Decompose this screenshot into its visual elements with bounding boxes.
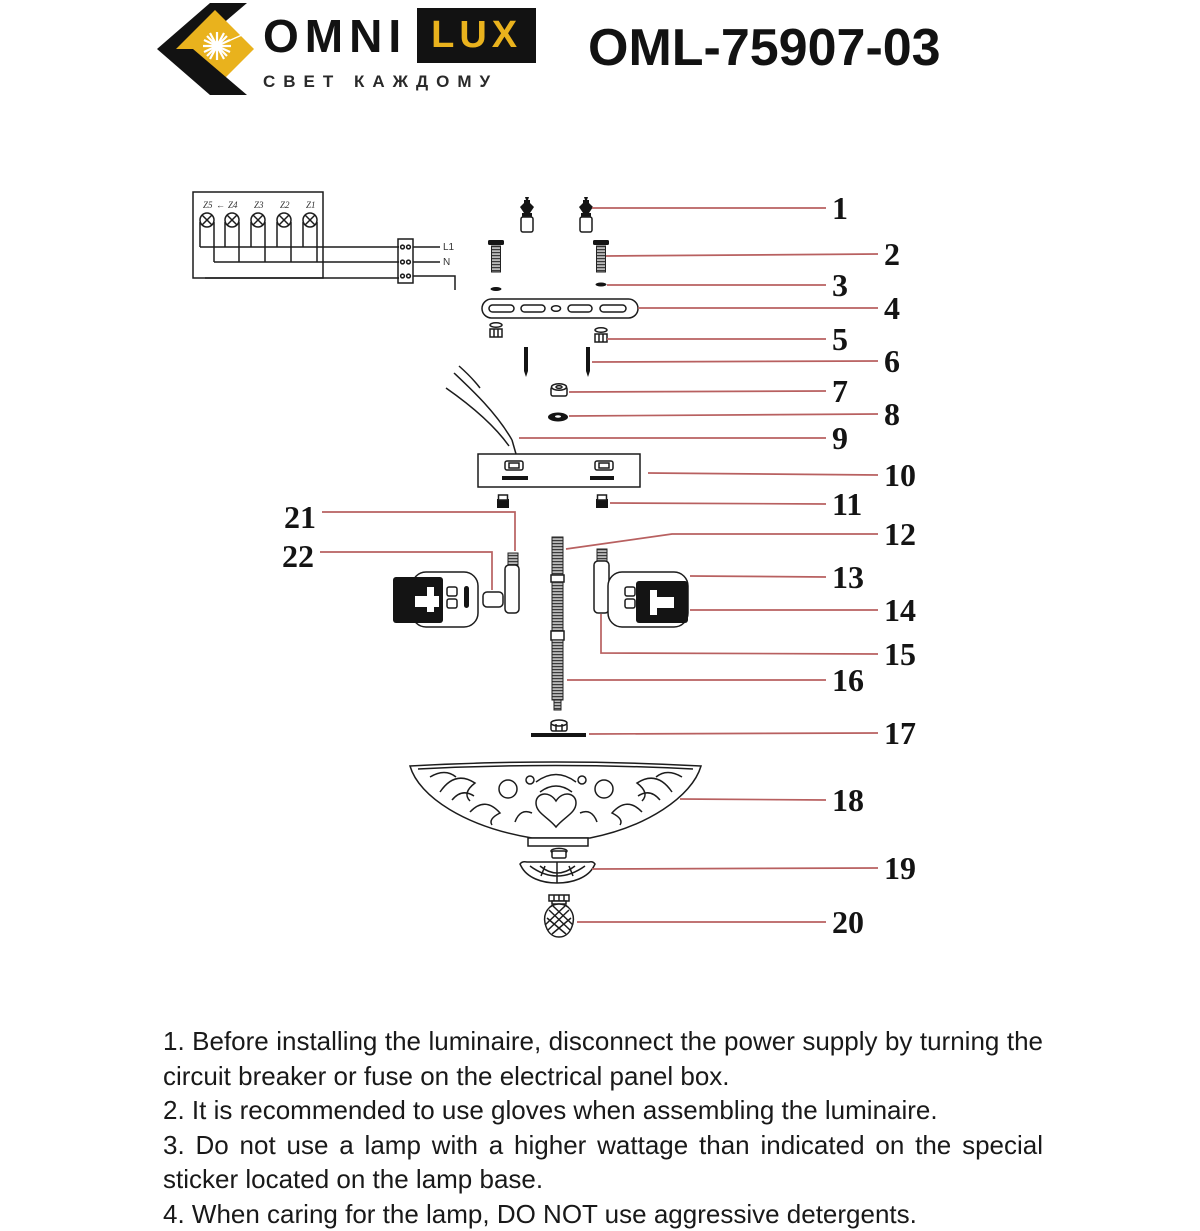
- callout-label-2: 2: [884, 236, 900, 272]
- part-threaded-pins: [524, 347, 590, 377]
- part-holder-dish: [520, 848, 595, 883]
- callout-label-17: 17: [884, 715, 916, 751]
- callout-label-3: 3: [832, 267, 848, 303]
- part-left-spacer-sleeve: [505, 553, 519, 613]
- terminal-label-n: N: [443, 257, 450, 268]
- callout-label-15: 15: [884, 636, 916, 672]
- instruction-4: 4. When caring for the lamp, DO NOT use aggressive detergents.: [163, 1197, 1043, 1231]
- lamp-label-1: Z5: [203, 200, 213, 210]
- part-right-lamp-socket: [608, 572, 688, 627]
- part-mounting-bar: [482, 299, 638, 318]
- part-washer-nut-sets: [490, 323, 607, 342]
- callout-label-7: 7: [832, 373, 848, 409]
- part-supply-wires: [446, 366, 516, 454]
- part-square-nuts: [497, 495, 608, 508]
- callout-label-6: 6: [884, 343, 900, 379]
- callout-label-1: 1: [832, 190, 848, 226]
- callout-label-19: 19: [884, 850, 916, 886]
- callout-label-9: 9: [832, 420, 848, 456]
- lamp-label-5: Z1: [306, 200, 316, 210]
- lamp-label-2: Z4: [228, 200, 238, 210]
- callout-label-16: 16: [832, 662, 864, 698]
- part-threaded-rod: [551, 537, 564, 710]
- brand-word-lux: LUX: [417, 8, 536, 63]
- part-right-spacer-sleeve: [594, 549, 609, 613]
- part-small-washers: [491, 283, 607, 292]
- part-retaining-bar: [531, 720, 586, 737]
- instruction-1: 1. Before installing the luminaire, disconnect the power supply by turning the circuit breaker or fuse on the electrical panel box.: [163, 1024, 1043, 1093]
- wiring-schematic: [193, 192, 455, 290]
- callout-label-4: 4: [884, 290, 900, 326]
- callout-label-11: 11: [832, 486, 862, 522]
- part-adapter-bush: [483, 592, 503, 607]
- instruction-3: 3. Do not use a lamp with a higher wattage than indicated on the special sticker located on the lamp base.: [163, 1128, 1043, 1197]
- part-lock-washer: [548, 413, 568, 422]
- instruction-2: 2. It is recommended to use gloves when assembling the luminaire.: [163, 1093, 1043, 1128]
- part-mounting-screws: [488, 240, 609, 272]
- part-wall-anchors: [520, 197, 593, 232]
- callout-label-21: 21: [284, 499, 316, 535]
- part-finial: [545, 895, 574, 937]
- terminal-block: [398, 239, 455, 290]
- callout-label-12: 12: [884, 516, 916, 552]
- part-hex-nut: [551, 384, 567, 396]
- callout-label-8: 8: [884, 396, 900, 432]
- callout-label-13: 13: [832, 559, 864, 595]
- instructions-block: [163, 1024, 1043, 1231]
- part-left-lamp-socket: [393, 572, 478, 627]
- lamp-label-3: Z3: [254, 200, 264, 210]
- callout-label-5: 5: [832, 321, 848, 357]
- callout-label-14: 14: [884, 592, 916, 628]
- part-ceiling-plate: [478, 454, 640, 487]
- model-number-title: OML-75907-03: [588, 18, 1008, 78]
- brand-tagline: СВЕТ КАЖДОМУ: [263, 72, 536, 92]
- callout-label-20: 20: [832, 904, 864, 940]
- lamp-label-4: Z2: [280, 200, 290, 210]
- brand-word-omni: OMNI: [263, 13, 407, 59]
- callout-label-18: 18: [832, 782, 864, 818]
- callout-label-10: 10: [884, 457, 916, 493]
- callout-label-22: 22: [282, 538, 314, 574]
- arrow-label: ←: [216, 200, 225, 210]
- part-diffuser-bowl: [410, 762, 701, 846]
- terminal-label-l1: L1: [443, 242, 455, 253]
